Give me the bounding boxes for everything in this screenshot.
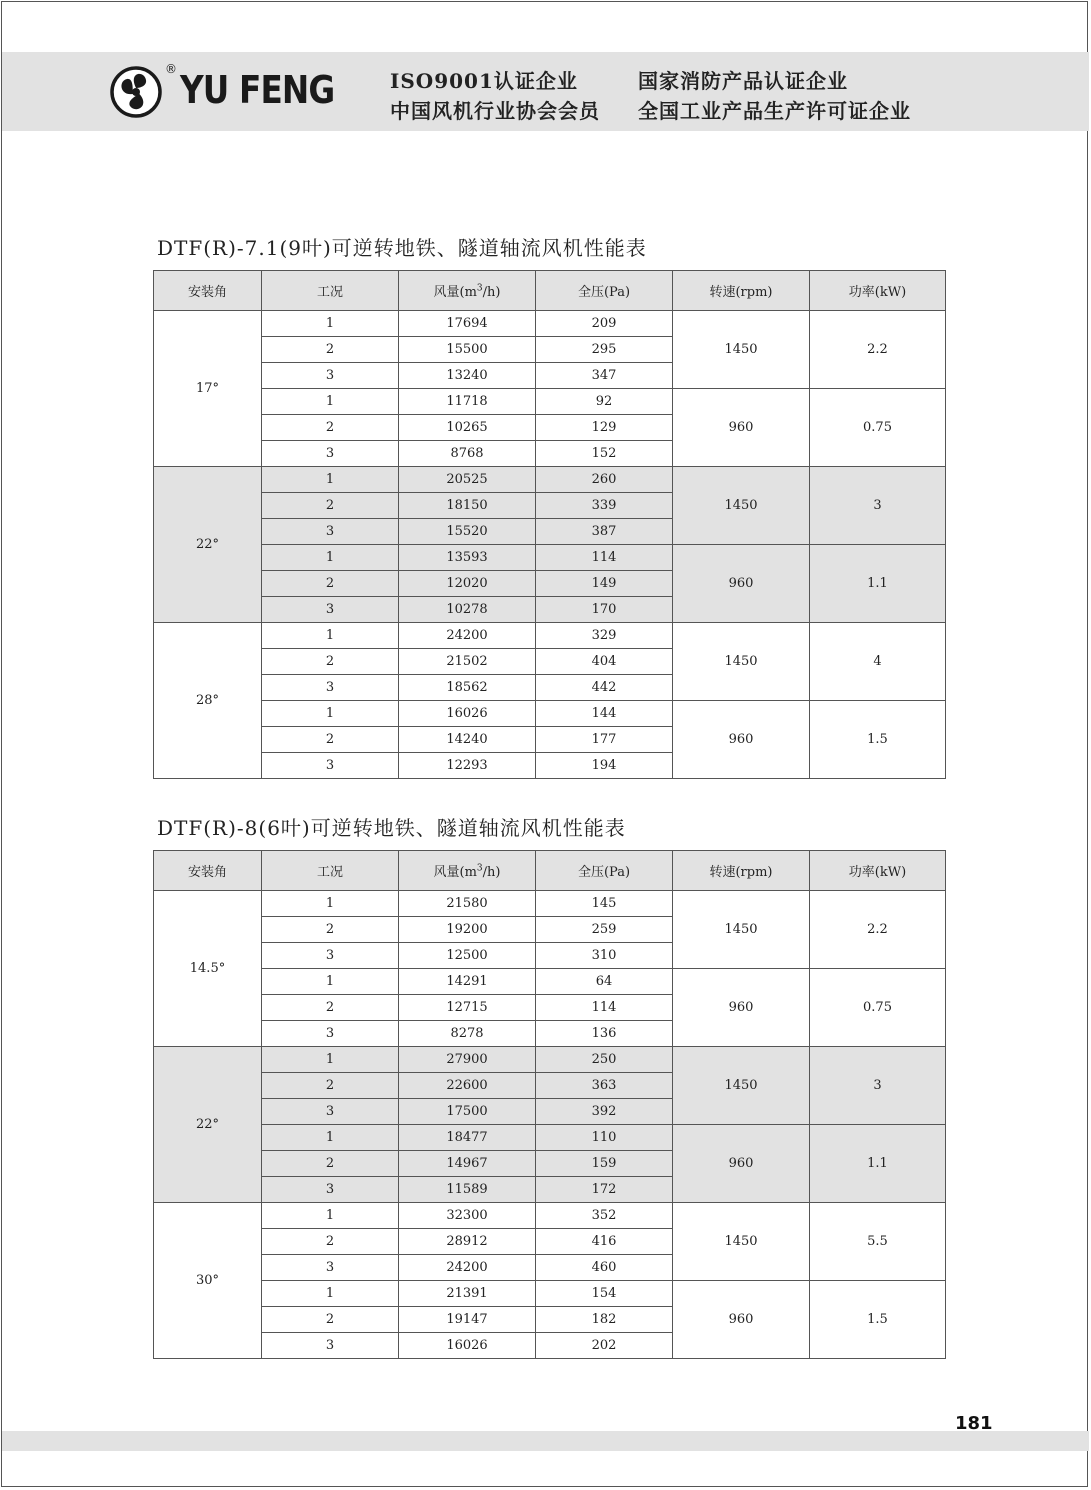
condition-cell: 2 — [262, 415, 399, 441]
condition-cell: 2 — [262, 337, 399, 363]
power-cell: 5.5 — [810, 1203, 946, 1281]
condition-cell: 1 — [262, 545, 399, 571]
airflow-cell: 21502 — [399, 649, 536, 675]
col-condition: 工况 — [262, 271, 399, 311]
power-cell: 4 — [810, 623, 946, 701]
pressure-cell: 177 — [536, 727, 673, 753]
cert-iso9001: ISO9001认证企业 — [390, 69, 578, 93]
airflow-cell: 12293 — [399, 753, 536, 779]
airflow-cell: 12020 — [399, 571, 536, 597]
table-row — [154, 1047, 946, 1073]
pressure-cell: 172 — [536, 1177, 673, 1203]
pressure-cell: 182 — [536, 1307, 673, 1333]
power-cell: 0.75 — [810, 389, 946, 467]
condition-cell: 3 — [262, 519, 399, 545]
table-row — [154, 311, 946, 337]
table-row — [154, 1281, 946, 1307]
condition-cell: 3 — [262, 597, 399, 623]
airflow-cell: 14967 — [399, 1151, 536, 1177]
airflow-cell: 10278 — [399, 597, 536, 623]
pressure-cell: 92 — [536, 389, 673, 415]
speed-cell: 960 — [673, 701, 810, 779]
airflow-cell: 8768 — [399, 441, 536, 467]
condition-cell: 2 — [262, 727, 399, 753]
pressure-cell: 154 — [536, 1281, 673, 1307]
airflow-cell: 15500 — [399, 337, 536, 363]
table-row — [154, 467, 946, 493]
pressure-cell: 310 — [536, 943, 673, 969]
airflow-cell: 13240 — [399, 363, 536, 389]
pressure-cell: 152 — [536, 441, 673, 467]
fan-logo-icon — [110, 66, 162, 118]
col-power: 功率(kW) — [810, 271, 946, 311]
pressure-cell: 352 — [536, 1203, 673, 1229]
pressure-cell: 129 — [536, 415, 673, 441]
airflow-cell: 18562 — [399, 675, 536, 701]
speed-cell: 1450 — [673, 623, 810, 701]
table-header-row — [154, 271, 946, 311]
angle-cell: 22° — [154, 1047, 262, 1203]
condition-cell: 3 — [262, 1177, 399, 1203]
col-airflow: 风量$(m^3/h)$ — [399, 851, 536, 891]
power-cell: 1.5 — [810, 1281, 946, 1359]
airflow-cell: 16026 — [399, 701, 536, 727]
airflow-cell: 11718 — [399, 389, 536, 415]
pressure-cell: 110 — [536, 1125, 673, 1151]
power-cell: 0.75 — [810, 969, 946, 1047]
power-cell: 2.2 — [810, 891, 946, 969]
col-pressure: 全压(Pa) — [536, 851, 673, 891]
pressure-cell: 209 — [536, 311, 673, 337]
airflow-cell: 12500 — [399, 943, 536, 969]
speed-cell: 1450 — [673, 1047, 810, 1125]
pressure-cell: 250 — [536, 1047, 673, 1073]
performance-table — [153, 850, 946, 1359]
airflow-cell: 12715 — [399, 995, 536, 1021]
condition-cell: 2 — [262, 995, 399, 1021]
condition-cell: 2 — [262, 1151, 399, 1177]
col-airflow: 风量$(m^3/h)$ — [399, 271, 536, 311]
airflow-cell: 18477 — [399, 1125, 536, 1151]
table-title: DTF(R)-8(6叶)可逆转地铁、隧道轴流风机性能表 — [157, 816, 626, 840]
condition-cell: 1 — [262, 467, 399, 493]
table-row — [154, 891, 946, 917]
condition-cell: 2 — [262, 571, 399, 597]
pressure-cell: 260 — [536, 467, 673, 493]
angle-cell: 28° — [154, 623, 262, 779]
pressure-cell: 404 — [536, 649, 673, 675]
airflow-cell: 21580 — [399, 891, 536, 917]
col-speed: 转速(rpm) — [673, 851, 810, 891]
pressure-cell: 194 — [536, 753, 673, 779]
condition-cell: 3 — [262, 1021, 399, 1047]
airflow-cell: 19147 — [399, 1307, 536, 1333]
condition-cell: 3 — [262, 943, 399, 969]
airflow-cell: 8278 — [399, 1021, 536, 1047]
speed-cell: 960 — [673, 545, 810, 623]
power-cell: 1.1 — [810, 545, 946, 623]
footer-band — [2, 1431, 1089, 1451]
airflow-cell: 11589 — [399, 1177, 536, 1203]
angle-cell: 30° — [154, 1203, 262, 1359]
condition-cell: 1 — [262, 701, 399, 727]
power-cell: 2.2 — [810, 311, 946, 389]
condition-cell: 3 — [262, 675, 399, 701]
table-row — [154, 545, 946, 571]
pressure-cell: 460 — [536, 1255, 673, 1281]
condition-cell: 2 — [262, 917, 399, 943]
speed-cell: 1450 — [673, 467, 810, 545]
condition-cell: 2 — [262, 1229, 399, 1255]
pressure-cell: 145 — [536, 891, 673, 917]
condition-cell: 1 — [262, 389, 399, 415]
table-row — [154, 701, 946, 727]
condition-cell: 2 — [262, 1307, 399, 1333]
table-title: DTF(R)-7.1(9叶)可逆转地铁、隧道轴流风机性能表 — [157, 236, 647, 260]
airflow-cell: 18150 — [399, 493, 536, 519]
cert-production-license: 全国工业产品生产许可证企业 — [638, 99, 911, 123]
col-angle: 安装角 — [154, 271, 262, 311]
condition-cell: 1 — [262, 1125, 399, 1151]
condition-cell: 2 — [262, 493, 399, 519]
pressure-cell: 347 — [536, 363, 673, 389]
airflow-cell: 17500 — [399, 1099, 536, 1125]
angle-cell: 14.5° — [154, 891, 262, 1047]
col-angle: 安装角 — [154, 851, 262, 891]
airflow-cell: 14291 — [399, 969, 536, 995]
airflow-cell: 16026 — [399, 1333, 536, 1359]
pressure-cell: 295 — [536, 337, 673, 363]
condition-cell: 1 — [262, 1281, 399, 1307]
airflow-cell: 28912 — [399, 1229, 536, 1255]
condition-cell: 3 — [262, 441, 399, 467]
airflow-cell: 19200 — [399, 917, 536, 943]
speed-cell: 960 — [673, 1281, 810, 1359]
pressure-cell: 339 — [536, 493, 673, 519]
pressure-cell: 136 — [536, 1021, 673, 1047]
condition-cell: 1 — [262, 1047, 399, 1073]
condition-cell: 2 — [262, 1073, 399, 1099]
pressure-cell: 416 — [536, 1229, 673, 1255]
page-number: 181 — [955, 1413, 993, 1434]
airflow-cell: 20525 — [399, 467, 536, 493]
col-condition: 工况 — [262, 851, 399, 891]
airflow-cell: 22600 — [399, 1073, 536, 1099]
airflow-cell: 24200 — [399, 623, 536, 649]
condition-cell: 1 — [262, 891, 399, 917]
speed-cell: 960 — [673, 1125, 810, 1203]
airflow-cell: 17694 — [399, 311, 536, 337]
airflow-cell: 13593 — [399, 545, 536, 571]
condition-cell: 3 — [262, 753, 399, 779]
col-power: 功率(kW) — [810, 851, 946, 891]
power-cell: 3 — [810, 1047, 946, 1125]
pressure-cell: 114 — [536, 545, 673, 571]
table-row — [154, 623, 946, 649]
pressure-cell: 149 — [536, 571, 673, 597]
condition-cell: 1 — [262, 969, 399, 995]
pressure-cell: 144 — [536, 701, 673, 727]
table-header-row — [154, 851, 946, 891]
performance-table — [153, 270, 946, 779]
airflow-cell: 27900 — [399, 1047, 536, 1073]
condition-cell: 2 — [262, 649, 399, 675]
power-cell: 3 — [810, 467, 946, 545]
condition-cell: 1 — [262, 311, 399, 337]
condition-cell: 3 — [262, 1333, 399, 1359]
power-cell: 1.5 — [810, 701, 946, 779]
airflow-cell: 24200 — [399, 1255, 536, 1281]
cert-fire-product: 国家消防产品认证企业 — [638, 69, 848, 93]
speed-cell: 1450 — [673, 311, 810, 389]
condition-cell: 3 — [262, 1255, 399, 1281]
brand-name: YU FENG — [180, 68, 335, 112]
col-pressure: 全压(Pa) — [536, 271, 673, 311]
speed-cell: 960 — [673, 389, 810, 467]
pressure-cell: 363 — [536, 1073, 673, 1099]
airflow-cell: 14240 — [399, 727, 536, 753]
pressure-cell: 202 — [536, 1333, 673, 1359]
table-row — [154, 969, 946, 995]
pressure-cell: 114 — [536, 995, 673, 1021]
condition-cell: 1 — [262, 1203, 399, 1229]
registered-mark: ® — [165, 62, 177, 76]
cert-fan-association: 中国风机行业协会会员 — [390, 99, 600, 123]
pressure-cell: 159 — [536, 1151, 673, 1177]
speed-cell: 1450 — [673, 891, 810, 969]
angle-cell: 17° — [154, 311, 262, 467]
speed-cell: 960 — [673, 969, 810, 1047]
pressure-cell: 259 — [536, 917, 673, 943]
pressure-cell: 329 — [536, 623, 673, 649]
condition-cell: 3 — [262, 363, 399, 389]
table-row — [154, 1125, 946, 1151]
power-cell: 1.1 — [810, 1125, 946, 1203]
condition-cell: 3 — [262, 1099, 399, 1125]
pressure-cell: 64 — [536, 969, 673, 995]
airflow-cell: 15520 — [399, 519, 536, 545]
angle-cell: 22° — [154, 467, 262, 623]
pressure-cell: 170 — [536, 597, 673, 623]
pressure-cell: 442 — [536, 675, 673, 701]
airflow-cell: 10265 — [399, 415, 536, 441]
condition-cell: 1 — [262, 623, 399, 649]
table-row — [154, 389, 946, 415]
pressure-cell: 392 — [536, 1099, 673, 1125]
table-row — [154, 1203, 946, 1229]
airflow-cell: 21391 — [399, 1281, 536, 1307]
speed-cell: 1450 — [673, 1203, 810, 1281]
col-speed: 转速(rpm) — [673, 271, 810, 311]
pressure-cell: 387 — [536, 519, 673, 545]
airflow-cell: 32300 — [399, 1203, 536, 1229]
